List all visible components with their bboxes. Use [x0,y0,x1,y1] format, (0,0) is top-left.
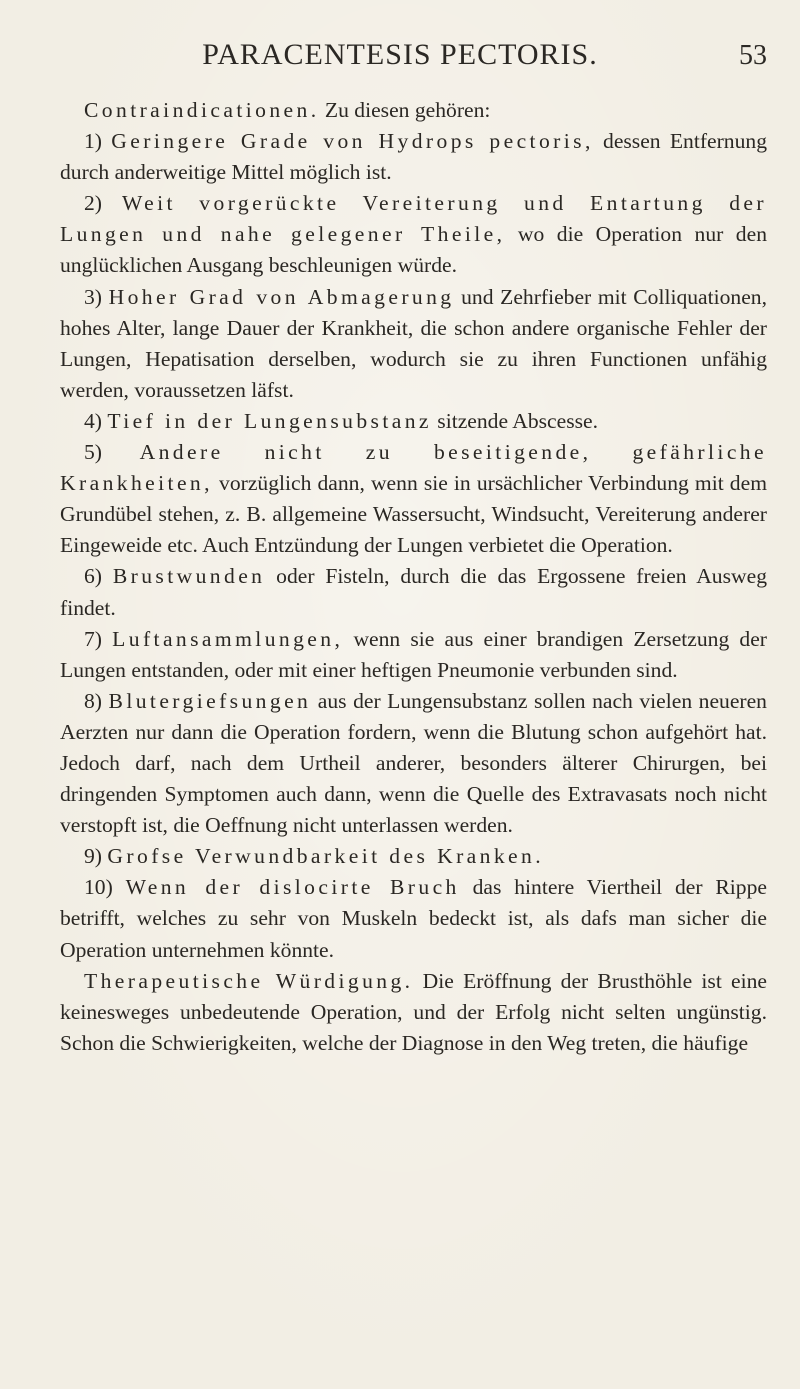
item-lead: Luftansammlungen, [112,626,344,651]
item-number: 7) [84,626,102,651]
item-text: sitzende Abscesse. [431,408,599,433]
item-lead: Geringere Grade von Hydrops pectoris, [111,129,594,154]
item-text: und Zehrfieber mit Colliquationen, hohes Alter, lange Dauer der Krankheit, die schon andere organische Fehler der Lungen, Hepatisation derselben, wodurch sie zu ihren Functionen unfähig werden, voraussetzen läfst. [60,284,767,402]
list-item-4 [60,406,767,437]
item-text: vorzüglich dann, wenn sie in ursächlicher Verbindung mit dem Grundübel stehen, z. B. allgemeine Wassersucht, Windsucht, Vereiterung anderer Eingeweide etc. Auch Entzündung der Lungen verbietet die Operation. [60,471,767,558]
item-number: 9) [84,844,102,869]
paragraph-text: Zu diesen gehören: [319,98,491,122]
heading-therapeutic-assessment: Therapeutische Würdigung. [84,968,414,993]
item-text: aus der Lungensubstanz sollen nach vielen neueren Aerzten nur dann die Operation fordern, wenn die Blutung schon aufgehört hat. Jedoch darf, nach dem Urtheil anderer, besonders älterer Chirurgen, bei dringenden Symptomen auch dann, wenn die Quelle des Extravasats noch nicht verstopft ist, die Oeffnung nicht unterlassen werden. [60,688,767,838]
running-title: PARACENTESIS PECTORIS. [202,38,598,71]
item-text: das hintere Viertheil der Rippe betrifft, welches zu sehr von Muskeln bedeckt ist, als dafs man sicher die Operation unternehmen könnte. [60,875,767,962]
item-number: 5) [84,440,102,465]
list-item-2 [60,188,767,281]
page-number: 53 [739,40,767,71]
item-number: 6) [84,564,102,589]
list-item-3 [60,282,767,406]
list-item-9 [60,841,767,872]
item-lead: Weit vorgerückte Vereiterung und Entartung der Lungen und nahe gelegener Theile, [60,191,767,247]
body-text [60,95,767,1059]
item-lead: Wenn der dislocirte Bruch [125,875,460,900]
item-number: 2) [84,191,102,216]
list-item-10 [60,872,767,965]
paragraph-text: Die Eröffnung der Brusthöhle ist eine keinesweges unbedeutende Operation, und der Erfolg nicht selten ungünstig. Schon die Schwierigkeiten, welche der Diagnose in den Weg treten, die häufige [60,968,767,1055]
item-lead: Blutergiefsungen [108,688,312,713]
item-lead: Brustwunden [112,564,266,589]
paragraph-contraindications [60,95,767,126]
item-text: wo die Operation nur den unglücklichen Ausgang beschleunigen würde. [60,222,767,278]
running-head [0,38,800,78]
item-lead: Grofse Verwundbarkeit des Kranken. [107,844,545,869]
paragraph-therapeutic-assessment [60,966,767,1059]
list-item-5 [60,437,767,561]
item-number: 10) [84,875,113,900]
item-text: oder Fisteln, durch die das Ergossene freien Ausweg findet. [60,564,767,620]
item-lead: Hoher Grad von Abmagerung [108,284,455,309]
list-item-6 [60,561,767,623]
heading-contraindications: Contraindicationen. [84,98,320,122]
item-lead: Tief in der Lungensubstanz [107,408,432,433]
item-text: wenn sie aus einer brandigen Zersetzung der Lungen entstanden, oder mit einer heftigen Pneumonie verbunden sind. [60,626,767,682]
item-text: dessen Entfernung durch anderweitige Mittel möglich ist. [60,129,767,185]
item-number: 8) [84,688,102,713]
item-number: 4) [84,408,102,433]
list-item-1 [60,126,767,188]
item-number: 3) [84,284,102,309]
item-lead: Andere nicht zu beseitigende, gefährliche Krankheiten, [60,440,767,496]
list-item-7 [60,624,767,686]
list-item-8 [60,686,767,841]
item-number: 1) [84,129,102,154]
